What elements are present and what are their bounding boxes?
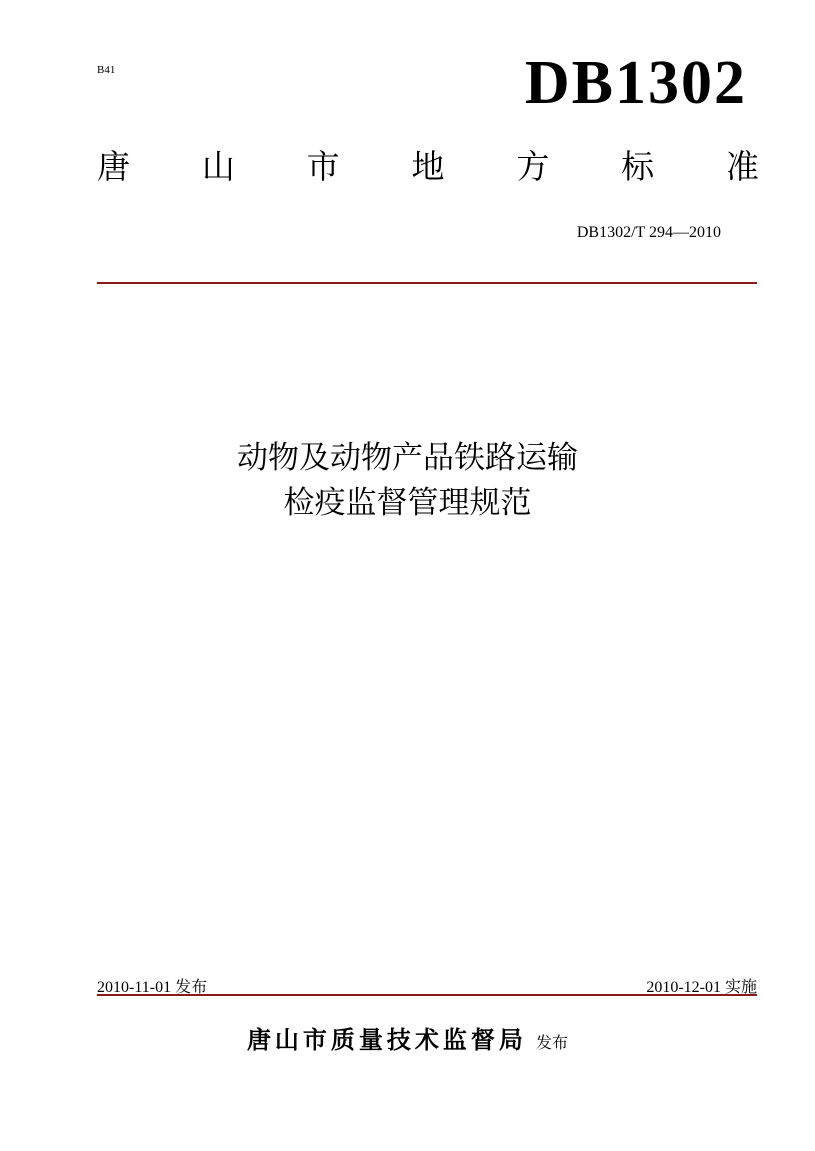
issue-date: 2010-11-01 发布 <box>97 979 208 996</box>
standard-type-char: 唐 <box>97 147 130 186</box>
standard-type-char: 准 <box>725 147 759 186</box>
standard-type <box>97 147 759 186</box>
standard-type-char: 方 <box>516 147 550 186</box>
publisher-name: 唐山市质量技术监督局 <box>246 1026 527 1054</box>
publisher-suffix: 发布 <box>536 1033 569 1052</box>
document-title <box>0 436 815 526</box>
document-title-line1: 动物及动物产品铁路运输 <box>237 440 578 476</box>
document-title-line2: 检疫监督管理规范 <box>283 485 532 521</box>
implement-date: 2010-12-01 实施 <box>646 979 757 996</box>
standard-number: DB1302/T 294—2010 <box>576 224 721 241</box>
standard-code: DB1302 <box>524 49 747 117</box>
standard-type-char: 山 <box>201 147 235 186</box>
standard-type-char: 地 <box>411 147 445 186</box>
classification-code: B41 <box>97 64 116 76</box>
standard-type-char: 标 <box>621 147 655 186</box>
publisher <box>0 1020 815 1055</box>
standard-type-char: 市 <box>306 147 340 186</box>
bottom-divider <box>97 994 757 996</box>
top-divider <box>97 282 757 284</box>
